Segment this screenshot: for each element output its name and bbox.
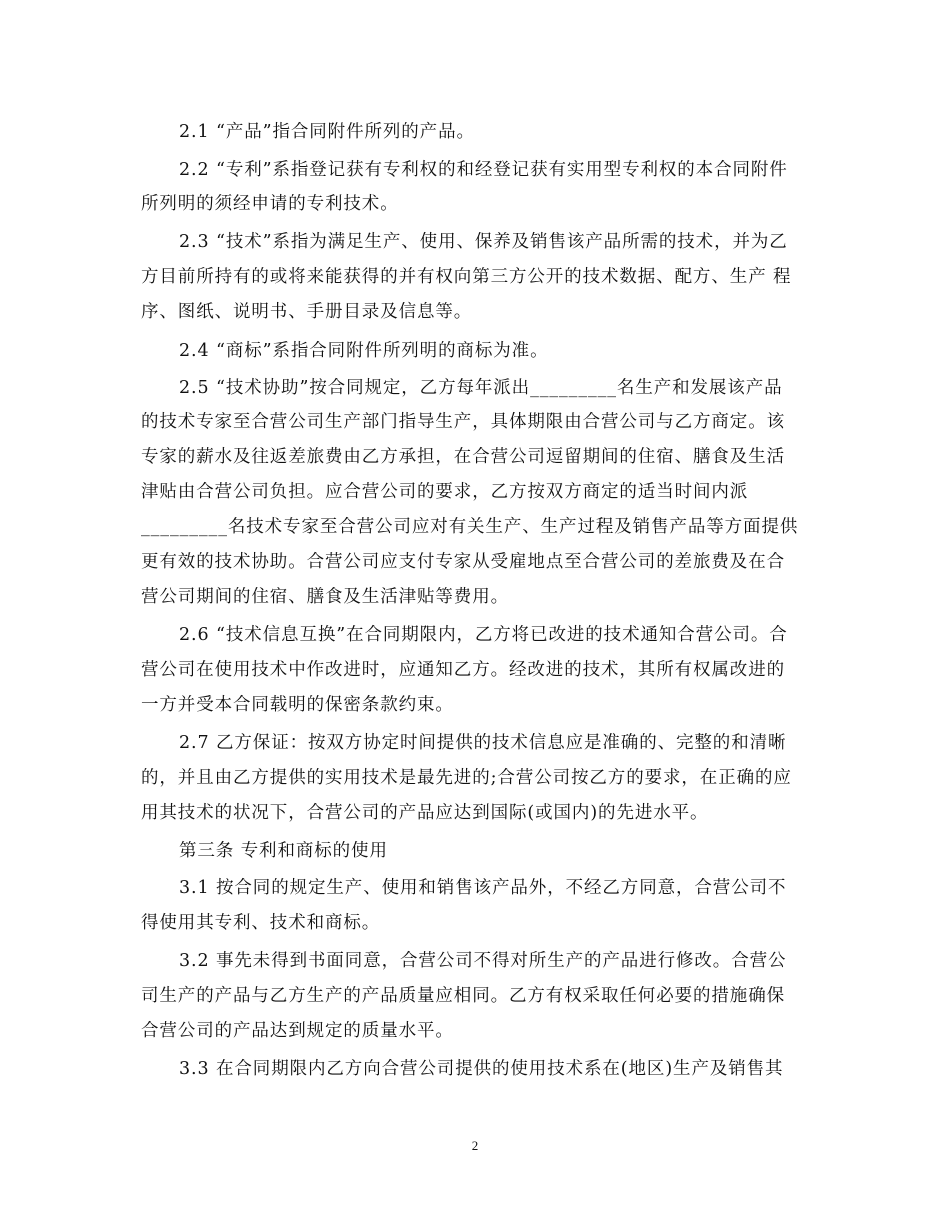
clause-3-1-line-2: 得使用其专利、技术和商标。: [141, 913, 381, 933]
clause-2-1-line: 2.1 “产品”指合同附件所列的产品。: [179, 122, 475, 142]
page-number: 2: [471, 1138, 479, 1153]
clause-3-2-line-3: 合营公司的产品达到规定的质量水平。: [141, 1021, 454, 1041]
clause-2-3-line-2: 方目前所持有的或将来能获得的并有权向第三方公开的技术数据、配方、生产 程: [141, 267, 792, 287]
clause-2-5-line-2: 的技术专家至合营公司生产部门指导生产，具体期限由合营公司与乙方商定。该: [141, 412, 785, 432]
clause-3-3-line-1: 3.3 在合同期限内乙方向合营公司提供的使用技术系在(地区)生产及销售其: [179, 1059, 784, 1079]
clause-2-7-line-1: 2.7 乙方保证：按双方协定时间提供的技术信息应是准确的、完整的和清晰: [179, 733, 787, 753]
clause-2-3-line-1: 2.3 “技术”系指为满足生产、使用、保养及销售该产品所需的技术，并为乙: [179, 232, 788, 252]
clause-2-4-line: 2.4 “商标”系指合同附件所列明的商标为准。: [179, 341, 549, 361]
clause-3-2-line-1: 3.2 事先未得到书面同意，合营公司不得对所生产的产品进行修改。合营公: [179, 951, 787, 971]
clause-2-5-line-3: 专家的薪水及往返差旅费由乙方承担，在合营公司逗留期间的住宿、膳食及生活: [141, 447, 785, 467]
clause-2-6-line-2: 营公司在使用技术中作改进时，应通知乙方。经改进的技术，其所有权属改进的: [141, 660, 785, 680]
clause-2-5-line-5: _________名技术专家至合营公司应对有关生产、生产过程及销售产品等方面提供: [141, 517, 799, 537]
clause-2-5-line-1: 2.5 “技术协助”按合同规定，乙方每年派出_________名生产和发展该产品: [179, 378, 783, 398]
clause-2-6-line-3: 一方并受本合同载明的保密条款约束。: [141, 695, 454, 715]
article-3-heading: 第三条 专利和商标的使用: [179, 841, 388, 861]
clause-3-2-line-2: 司生产的产品与乙方生产的产品质量应相同。乙方有权采取任何必要的措施确保: [141, 986, 785, 1006]
clause-2-2-line-1: 2.2 “专利”系指登记获有专利权的和经登记获有实用型专利权的本合同附件: [179, 160, 788, 180]
clause-2-7-line-3: 用其技术的状况下，合营公司的产品应达到国际(或国内)的先进水平。: [141, 803, 709, 823]
clause-2-5-line-7: 营公司期间的住宿、膳食及生活津贴等费用。: [141, 587, 509, 607]
clause-2-6-line-1: 2.6 “技术信息互换”在合同期限内，乙方将已改进的技术通知合营公司。合: [179, 625, 788, 645]
clause-2-5-line-6: 更有效的技术协助。合营公司应支付专家从受雇地点至合营公司的差旅费及在合: [141, 552, 785, 572]
clause-2-2-line-2: 所列明的须经申请的专利技术。: [141, 194, 399, 214]
clause-2-3-line-3: 序、图纸、说明书、手册目录及信息等。: [141, 302, 473, 322]
clause-2-5-line-4: 津贴由合营公司负担。应合营公司的要求，乙方按双方商定的适当时间内派: [141, 482, 749, 502]
clause-2-7-line-2: 的，并且由乙方提供的实用技术是最先进的;合营公司按乙方的要求，在正确的应: [141, 768, 792, 788]
clause-3-1-line-1: 3.1 按合同的规定生产、使用和销售该产品外，不经乙方同意，合营公司不: [179, 878, 787, 898]
